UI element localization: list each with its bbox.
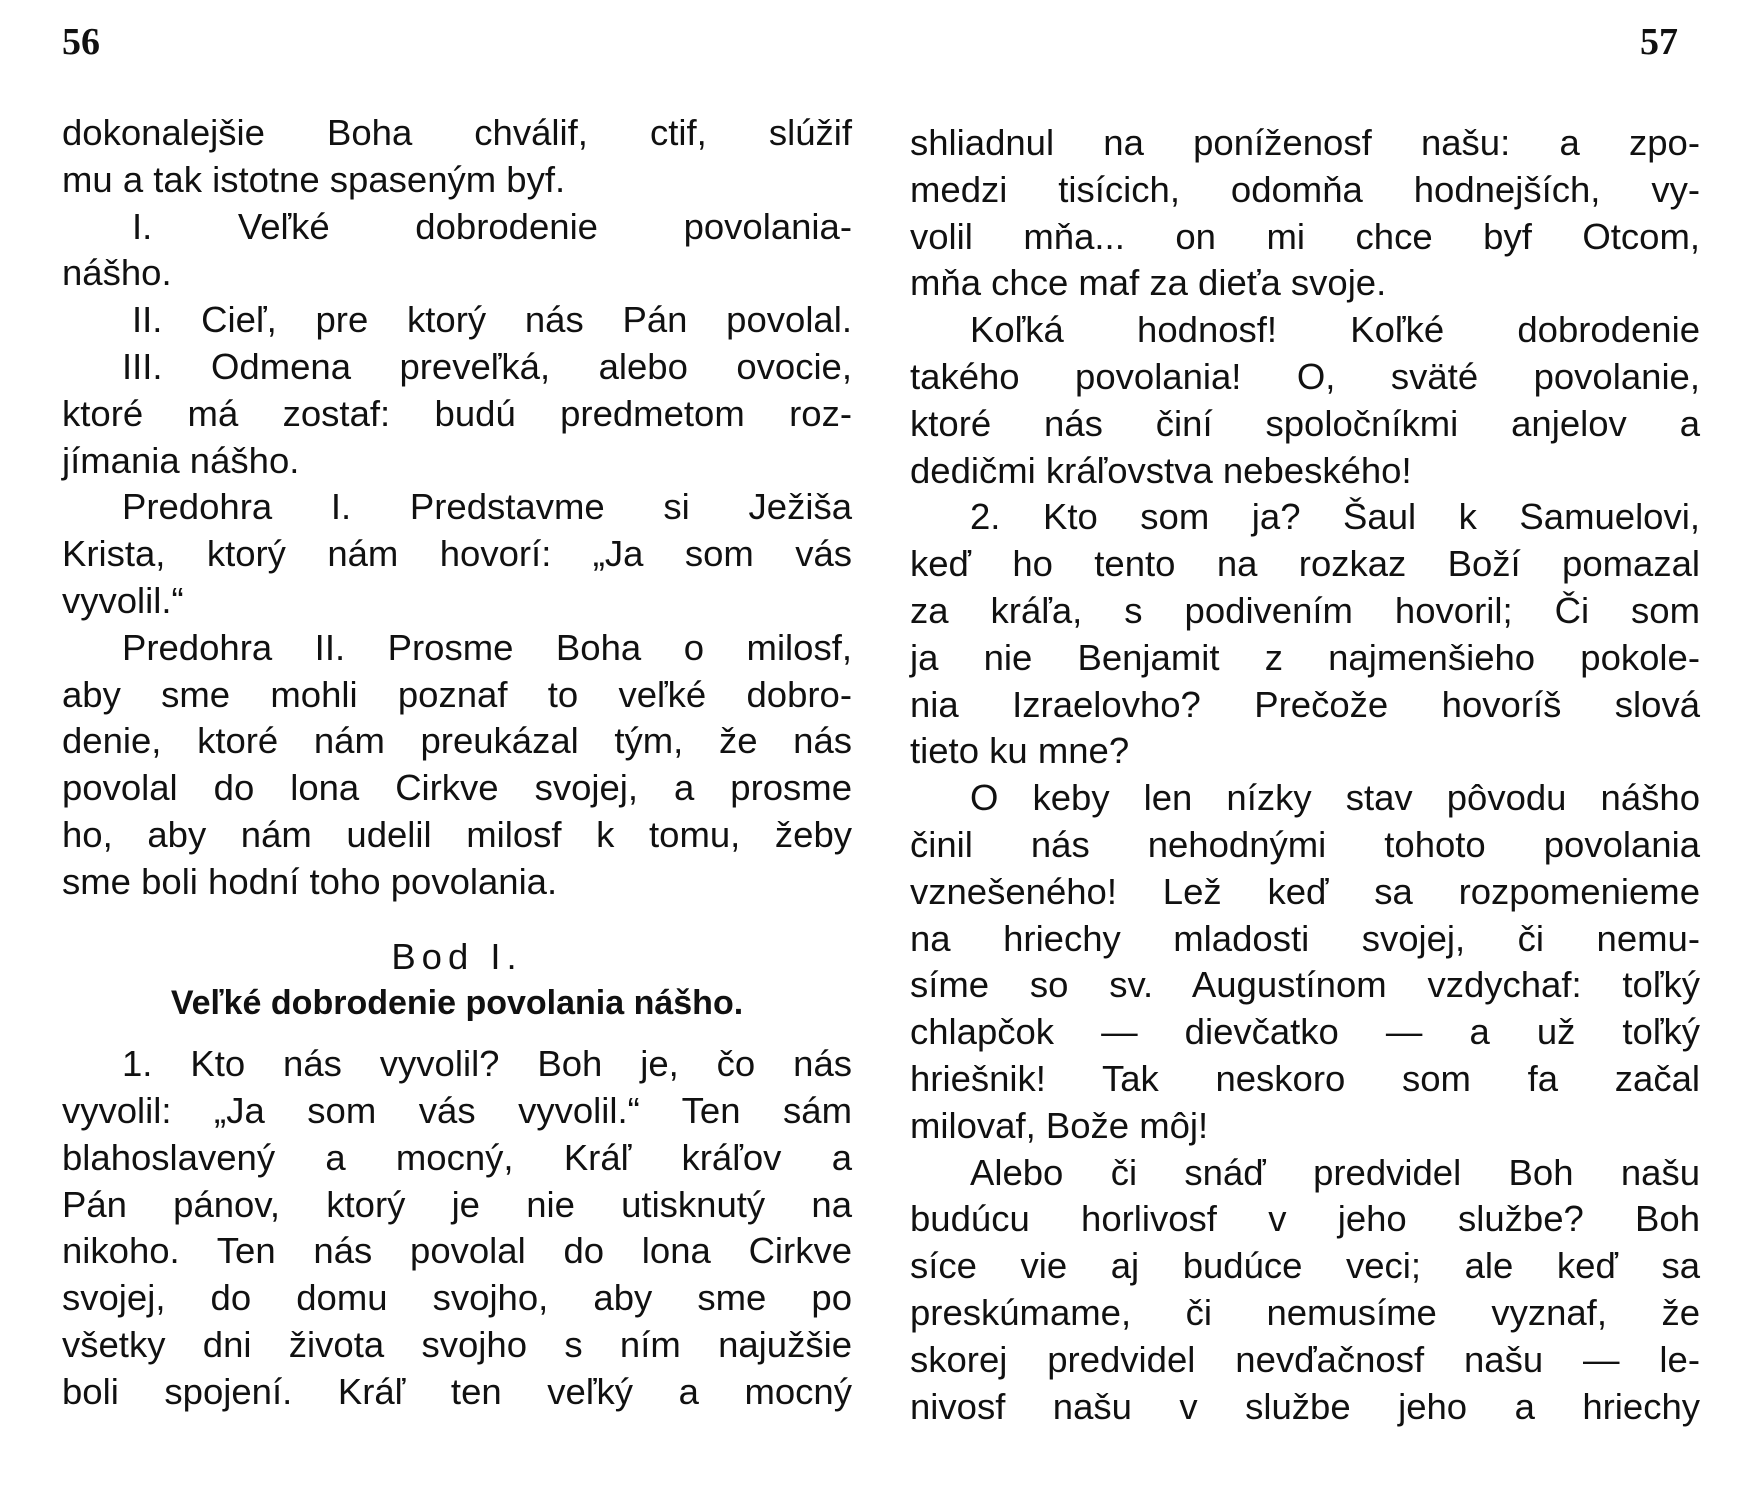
text-line: III. Odmena preveľká, alebo ovocie,: [122, 345, 852, 387]
text-line: povolal do lona Cirkve svojej, a prosme: [62, 767, 852, 809]
text-line: ja nie Benjamit z najmenšieho pokole-: [910, 636, 1700, 678]
text-line: takého povolania! O, sväté povolanie,: [910, 355, 1700, 397]
text-line: nivosf našu v službe jeho a hriechy: [910, 1385, 1700, 1427]
text-line: ho, aby nám udelil milosf k tomu, žeby: [62, 813, 852, 855]
text-line: aby sme mohli poznaf to veľké dobro-: [62, 673, 852, 715]
text-line: síme so sv. Augustínom vzdychaf: toľký: [910, 964, 1700, 1006]
text-line: 1. Kto nás vyvolil? Boh je, čo nás: [122, 1043, 852, 1085]
text-line: činil nás nehodnými tohoto povolania: [910, 823, 1700, 865]
text-line: denie, ktoré nám preukázal tým, že nás: [62, 720, 852, 762]
text-line: preskúmame, či nemusíme vyznaf, že: [910, 1291, 1700, 1333]
page-number-left: 56: [62, 21, 100, 63]
section-subtitle: Veľké dobrodenie povolania nášho.: [170, 984, 744, 1023]
text-line: mu a tak istotne spaseným byf.: [62, 158, 566, 200]
text-line: blahoslavený a mocný, Kráľ kráľov a: [62, 1136, 852, 1178]
text-line: svojej, do domu svojho, aby sme po: [62, 1277, 852, 1319]
section-heading: Bod I.: [391, 935, 523, 977]
text-line: ktoré má zostaf: budú predmetom roz-: [62, 392, 852, 434]
text-line: sme boli hodní toho povolania.: [62, 860, 558, 902]
text-line: tieto ku mne?: [910, 730, 1130, 772]
text-line: II. Cieľ, pre ktorý nás Pán povolal.: [132, 299, 852, 341]
text-line: keď ho tento na rozkaz Boží pomazal: [910, 543, 1700, 585]
text-line: skorej predvidel nevďačnosf našu — le-: [910, 1338, 1700, 1380]
text-line: Alebo či snáď predvidel Boh našu: [970, 1151, 1700, 1193]
text-line: Pán pánov, ktorý je nie utisknutý na: [62, 1183, 852, 1225]
text-line: Predohra I. Predstavme si Ježiša: [122, 486, 852, 528]
text-line: všetky dni života svojho s ním najužšie: [62, 1323, 852, 1365]
text-line: volil mňa... on mi chce byf Otcom,: [910, 215, 1700, 257]
text-line: nia Izraelovho? Prečože hovoríš slová: [910, 683, 1700, 725]
text-line: budúcu horlivosf v jeho službe? Boh: [910, 1198, 1700, 1240]
text-line: vznešeného! Lež keď sa rozpomenieme: [910, 870, 1700, 912]
text-line: vyvolil.“: [62, 579, 184, 621]
text-line: mňa chce maf za dieťa svoje.: [910, 262, 1387, 304]
text-line: za kráľa, s podivením hovoril; Či som: [910, 589, 1700, 631]
right-page-column: [910, 120, 1700, 1430]
text-line: jímania nášho.: [62, 439, 300, 481]
text-line: dokonalejšie Boha chválif, ctif, slúžif: [62, 112, 852, 153]
text-line: síce vie aj budúce veci; ale keď sa: [910, 1245, 1700, 1287]
text-line: na hriechy mladosti svojej, či nemu-: [910, 917, 1700, 959]
text-line: ktoré nás činí spoločníkmi anjelov a: [910, 402, 1700, 444]
text-line: dedičmi kráľovstva nebeského!: [910, 449, 1412, 491]
page-number-right: 57: [1640, 21, 1678, 63]
text-line: chlapčok — dievčatko — a už toľký: [910, 1011, 1700, 1053]
left-page-column: [62, 110, 852, 1416]
text-line: Krista, ktorý nám hovorí: „Ja som vás: [62, 533, 852, 575]
text-line: boli spojení. Kráľ ten veľký a mocný: [62, 1370, 852, 1412]
text-line: vyvolil: „Ja som vás vyvolil.“ Ten sám: [62, 1089, 852, 1131]
text-line: Koľká hodnosf! Koľké dobrodenie: [970, 309, 1700, 351]
text-line: O keby len nízky stav pôvodu nášho: [970, 777, 1700, 819]
text-line: 2. Kto som ja? Šaul k Samuelovi,: [970, 496, 1700, 538]
text-line: milovaf, Bože môj!: [910, 1104, 1209, 1146]
text-line: nášho.: [62, 252, 172, 294]
text-line: nikoho. Ten nás povolal do lona Cirkve: [62, 1230, 852, 1272]
text-line: hriešnik! Tak neskoro som fa začal: [910, 1057, 1700, 1099]
text-line: Predohra II. Prosme Boha o milosf,: [122, 626, 852, 668]
text-line: shliadnul na poníženosf našu: a zpo-: [910, 122, 1700, 163]
text-line: I. Veľké dobrodenie povolania-: [132, 205, 852, 247]
text-line: medzi tisícich, odomňa hodnejších, vy-: [910, 168, 1700, 210]
